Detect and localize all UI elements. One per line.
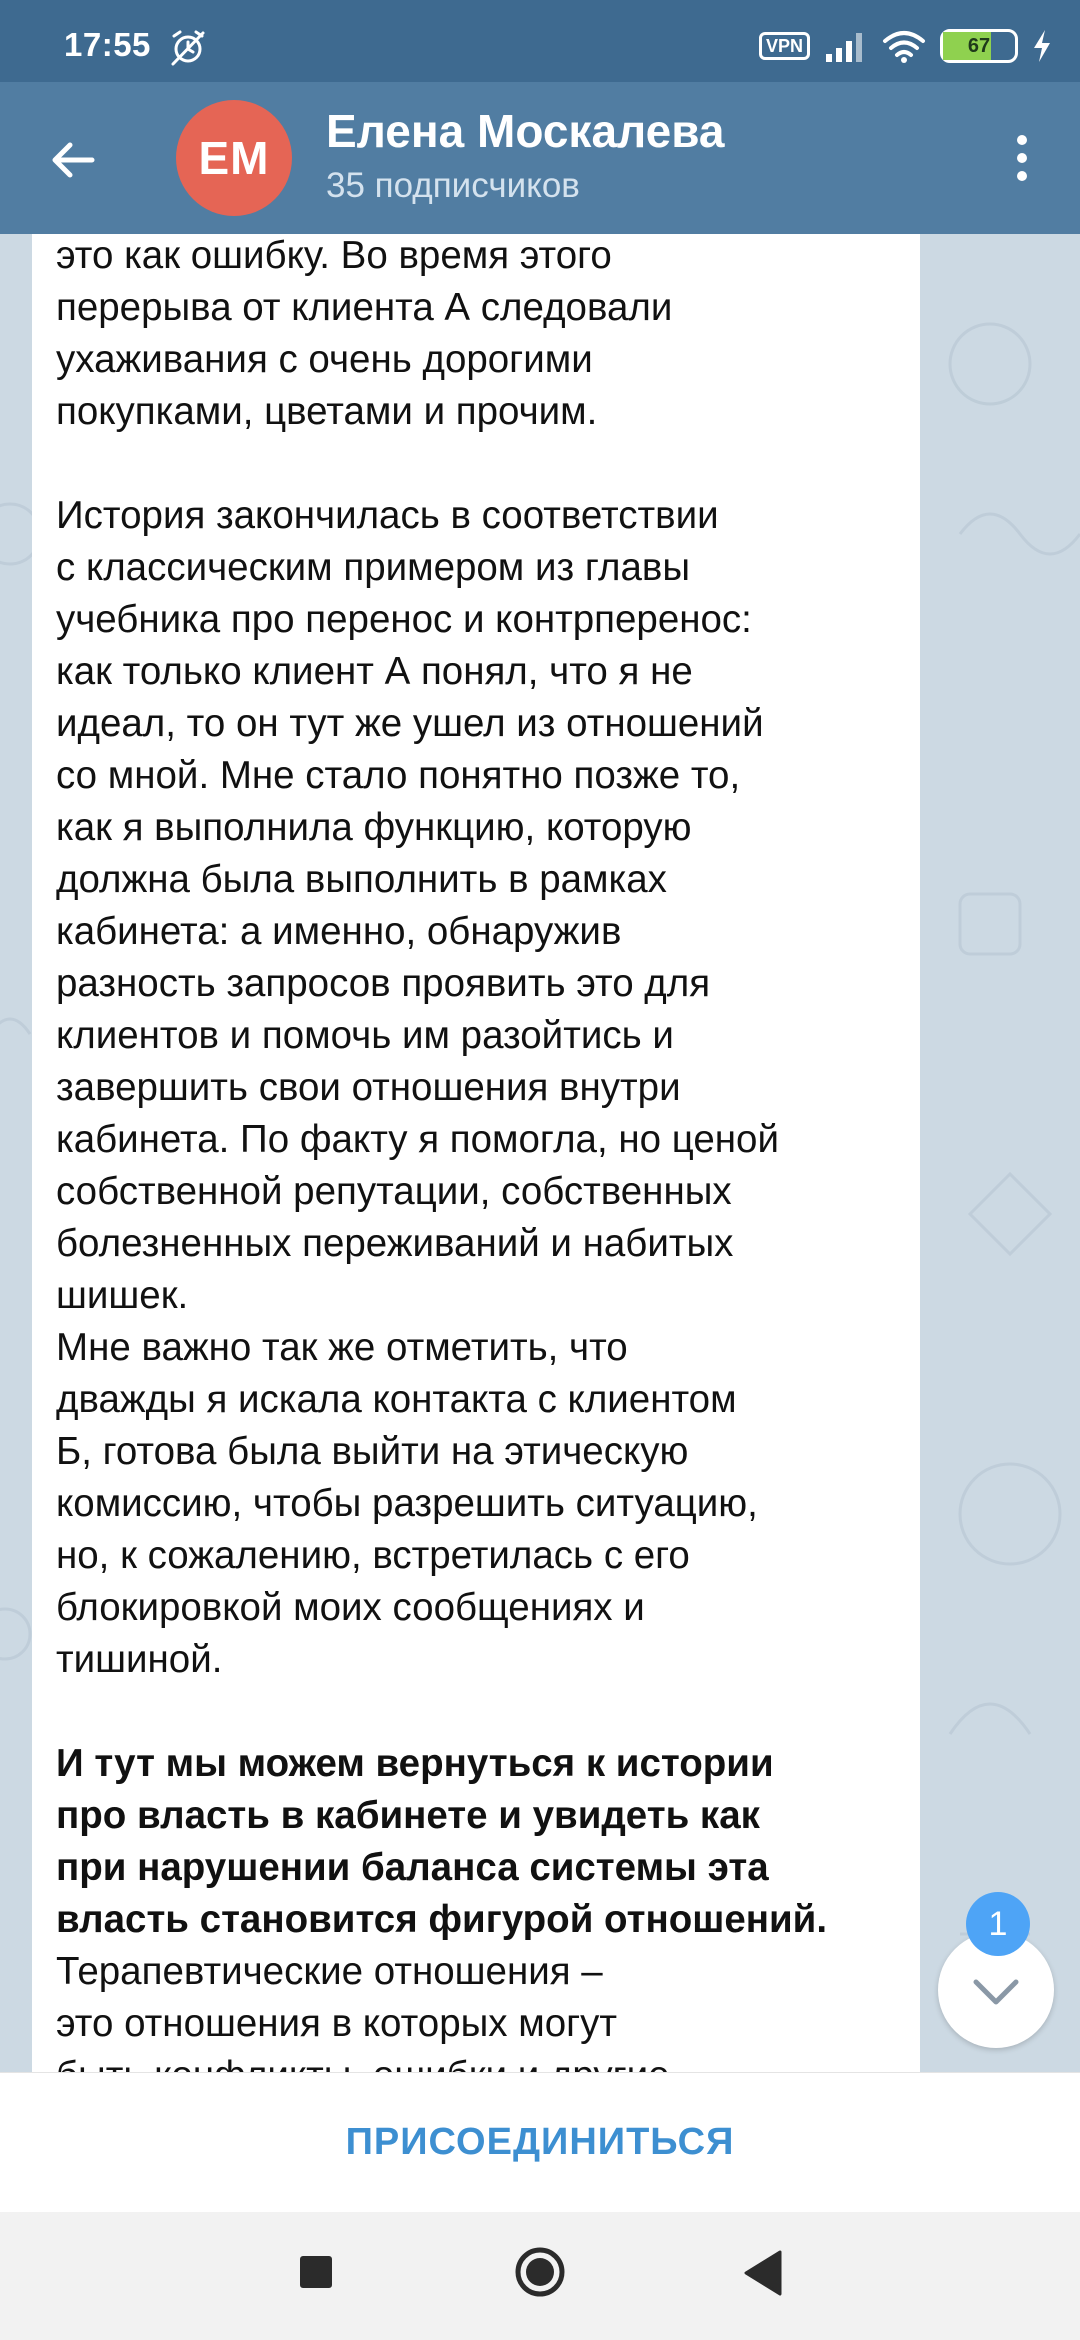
wifi-icon xyxy=(882,29,926,63)
paragraph-gap xyxy=(56,1686,916,1738)
channel-title[interactable]: Елена Москалева xyxy=(326,105,725,157)
battery-level: 67 xyxy=(967,35,991,57)
message-paragraph: это как ошибку. Во время этого перерыва от клиента А следовали ухаживания с очень дорогими покупками, цветами и прочим. xyxy=(56,234,673,433)
paragraph-gap xyxy=(56,438,916,490)
status-icons xyxy=(759,26,1052,66)
signal-icon xyxy=(824,30,868,62)
battery-icon xyxy=(940,29,1018,63)
more-vertical-icon[interactable] xyxy=(990,126,1054,190)
message-text xyxy=(56,230,916,2102)
join-button[interactable]: ПРИСОЕДИНИТЬСЯ xyxy=(345,2121,735,2163)
message-paragraph: История закончилась в соответствии с классическим примером из главы учебника про перенос и контрперенос: как только клиент А понял, что я не идеал, то он тут же ушел из отношений со мной. Мне стало понятно позже то, как я выполнила функцию, которую должна была выполнить в рамках кабинета: а именно, обнаружив разность запросов проявить это для клиентов и помочь им разойтись и завершить свои отношения внутри кабинета. По факту я помогла, но ценой собственной репутации, собственных болезненных переживаний и набитых шишек. xyxy=(56,494,779,1317)
vpn-badge: VPN xyxy=(759,32,810,60)
message-paragraph: Мне важно так же отметить, что дважды я искала контакта с клиентом Б, готова была выйти на этическую комиссию, чтобы разрешить ситуацию, но, к сожалению, встретилась с его блокировкой моих сообщениях и тишиной. xyxy=(56,1326,758,1681)
charging-icon xyxy=(1032,29,1052,63)
chat-area[interactable] xyxy=(0,234,1080,2072)
chat-header xyxy=(0,82,1080,234)
message-paragraph: Терапевтические отношения – это отношения в которых могут xyxy=(56,1950,618,2045)
alarm-off-icon xyxy=(168,28,208,68)
message-bubble[interactable] xyxy=(32,234,920,2072)
message-bold-paragraph: И тут мы можем вернуться к истории про власть в кабинете и увидеть как при нарушении баланса системы эта власть становится фигурой отношений. xyxy=(56,1742,828,1941)
avatar[interactable]: ЕМ xyxy=(176,100,292,216)
unread-count-badge: 1 xyxy=(966,1892,1030,1956)
status-bar xyxy=(0,0,1080,82)
status-time: 17:55 xyxy=(64,26,151,63)
subscriber-count: 35 подписчиков xyxy=(326,166,580,205)
back-icon[interactable] xyxy=(740,2248,784,2298)
arrow-back-icon[interactable] xyxy=(42,128,106,192)
join-bar[interactable] xyxy=(0,2072,1080,2212)
recent-apps-icon[interactable] xyxy=(300,2256,332,2288)
system-nav-bar xyxy=(0,2212,1080,2340)
home-icon[interactable] xyxy=(514,2246,566,2298)
